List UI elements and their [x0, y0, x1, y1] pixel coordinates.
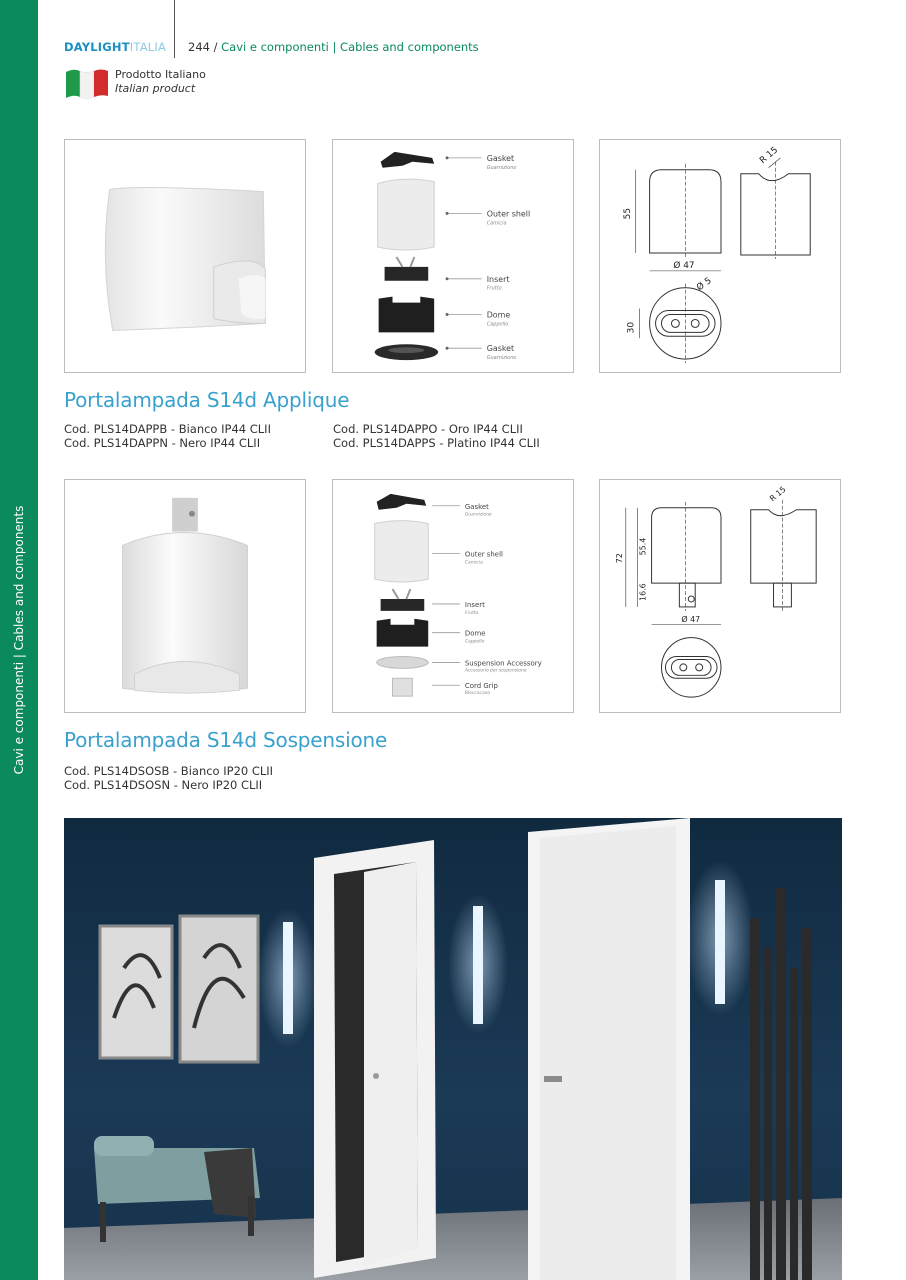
- ambient-room-photo: [64, 818, 842, 1280]
- p1-dim-d: Ø 47: [673, 260, 695, 271]
- product1-photo: [64, 139, 306, 373]
- product2-code: Cod. PLS14DSOSB - Bianco IP20 CLII: [64, 764, 274, 778]
- p1-label-insert: Insert: [486, 274, 510, 284]
- product1-codes-right: [333, 423, 540, 450]
- p1-dim-hole: Ø 5: [695, 276, 714, 294]
- product1-code: Cod. PLS14DAPPN - Nero IP44 CLII: [64, 435, 261, 450]
- product2-exploded-view: [332, 479, 574, 713]
- p1-label-shell-it: Camicia: [486, 220, 507, 227]
- product1-technical-drawing: [599, 139, 841, 373]
- p2-dim-body: 55.4: [638, 537, 648, 556]
- p2-dim-total: 72: [614, 553, 624, 564]
- p1-label-shell: Outer shell: [486, 209, 531, 219]
- p2-label-shell: Outer shell: [464, 550, 503, 559]
- p1-label-insert-it: Frutto: [486, 285, 502, 292]
- sidebar-label: Cavi e componenti | Cables and components: [12, 505, 26, 775]
- product2-technical-drawing: [599, 479, 841, 713]
- p1-dim-depth: 30: [626, 321, 637, 334]
- p2-label-dome-it: Cappello: [464, 639, 485, 645]
- p2-dim-d: Ø 47: [681, 614, 701, 624]
- section-title: Cavi e componenti | Cables and components: [221, 40, 479, 54]
- made-it-label: Prodotto Italiano: [115, 68, 206, 81]
- p1-label-gasket2: Gasket: [486, 344, 515, 354]
- p2-label-insert-it: Frutto: [464, 610, 479, 616]
- p1-dim-r: R 15: [758, 145, 781, 167]
- product1-title: Portalampada S14d Applique: [64, 388, 350, 412]
- sidebar: [0, 0, 38, 1280]
- p2-label-cordgrip-it: Bloccacavo: [464, 691, 491, 697]
- p2-label-insert: Insert: [464, 600, 485, 609]
- product1-code: Cod. PLS14DAPPB - Bianco IP44 CLII: [64, 422, 271, 436]
- p1-label-dome-it: Cappello: [486, 321, 509, 328]
- p1-label-gasket-it: Guarnizione: [486, 164, 517, 171]
- product1-codes-left: [64, 423, 271, 450]
- p1-label-gasket2-it: Guarnizione: [486, 355, 517, 362]
- p2-dim-r: R 15: [768, 484, 788, 504]
- product2-title: Portalampada S14d Sospensione: [64, 728, 388, 752]
- made-in-italy: [115, 68, 206, 96]
- page-number: 244 /: [188, 40, 222, 54]
- p2-label-suspension: Suspension Accessory: [464, 659, 542, 668]
- product2-photo: [64, 479, 306, 713]
- brand-part1: DAYLIGHT: [64, 40, 130, 54]
- made-en-label: Italian product: [115, 82, 196, 95]
- product1-exploded-view: [332, 139, 574, 373]
- header-divider: [174, 0, 175, 58]
- page-header: [188, 40, 479, 54]
- p2-dim-grip: 16.6: [638, 583, 648, 601]
- italian-flag-icon: [64, 66, 110, 100]
- p2-label-cordgrip: Cord Grip: [464, 682, 498, 691]
- p2-label-gasket-it: Guarnizione: [464, 512, 492, 518]
- p1-label-gasket: Gasket: [486, 153, 515, 163]
- product2-code: Cod. PLS14DSOSN - Nero IP20 CLII: [64, 777, 263, 792]
- product2-codes: [64, 765, 273, 792]
- brand-logo: [64, 40, 166, 54]
- p2-label-shell-it: Camicia: [464, 560, 483, 566]
- p1-dim-h: 55: [622, 207, 633, 220]
- p2-label-dome: Dome: [464, 629, 486, 638]
- brand-part2: ITALIA: [129, 40, 167, 54]
- p2-label-suspension-it: Accessorio per sospensione: [464, 668, 527, 674]
- p1-label-dome: Dome: [486, 310, 511, 320]
- p2-label-gasket: Gasket: [464, 502, 489, 511]
- product1-code: Cod. PLS14DAPPS - Platino IP44 CLII: [333, 435, 540, 450]
- product1-code: Cod. PLS14DAPPO - Oro IP44 CLII: [333, 422, 523, 436]
